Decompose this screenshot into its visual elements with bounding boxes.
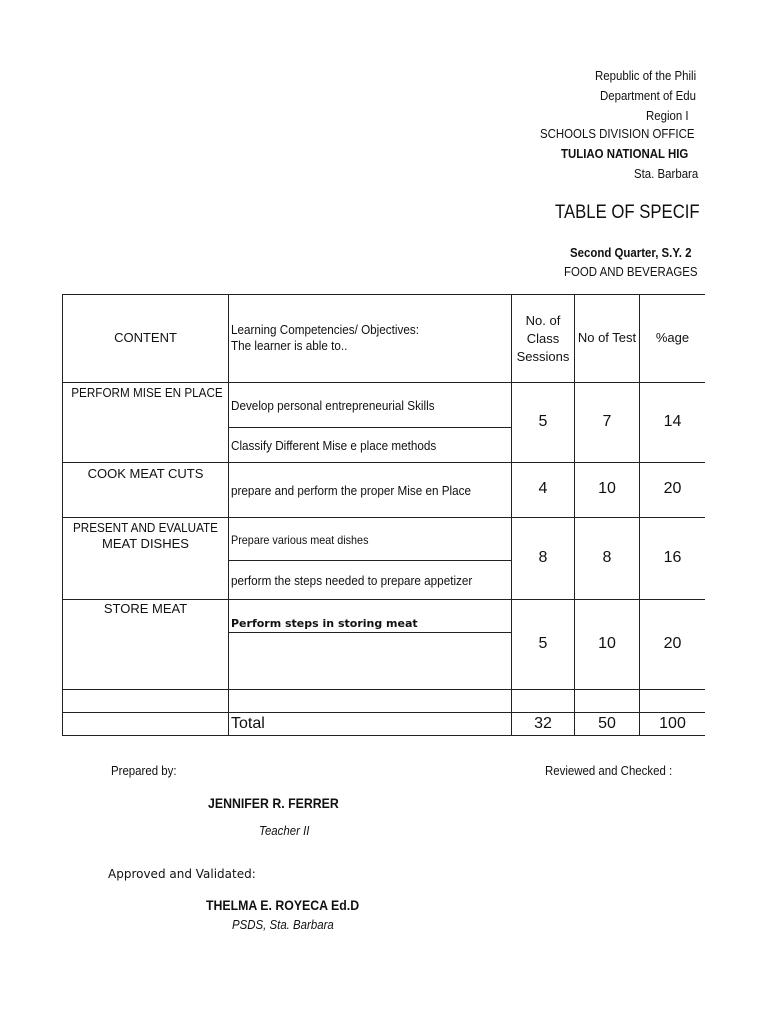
header-school-name: TULIAO NATIONAL HIG [561,146,689,161]
competency-cell: perform the steps needed to prepare appetizer [231,573,473,588]
header-location: Sta. Barbara [634,166,699,181]
sessions-cell: 5 [538,635,548,652]
col-header-no-of-test: No of Test [577,330,637,345]
table-row: STORE MEAT [103,601,188,616]
approver-name: THELMA E. ROYECA Ed.D [206,897,360,913]
prepared-by-label: Prepared by: [111,763,177,778]
tests-cell: 10 [598,480,616,497]
reviewed-checked-label: Reviewed and Checked : [545,763,673,778]
header-division-office: SCHOOLS DIVISION OFFICE [540,126,695,141]
approved-validated-label: Approved and Validated: [108,867,256,881]
percent-cell: 14 [663,413,682,430]
tests-cell: 8 [602,549,612,566]
percent-cell: 16 [663,549,682,566]
header-republic: Republic of the Phili [595,68,697,83]
approver-title: PSDS, Sta. Barbara [232,917,334,932]
quarter-label: Second Quarter, S.Y. 2 [570,245,692,260]
col-header-percentage: %age [655,330,690,345]
page-title: TABLE OF SPECIF [555,202,700,223]
tests-cell: 10 [598,635,616,652]
competency-cell: prepare and perform the proper Mise en Place [231,483,471,498]
total-label: Total [231,715,265,732]
table-row: PRESENT AND EVALUATE MEAT DISHES [72,520,218,551]
competency-cell: Classify Different Mise e place methods [231,438,437,453]
total-sessions: 32 [534,715,552,732]
subject-label: FOOD AND BEVERAGES [564,264,698,279]
competency-cell: Develop personal entrepreneurial Skills [231,398,435,413]
table-row: PERFORM MISE EN PLACE [71,385,223,400]
preparer-title: Teacher II [259,823,310,838]
table-row: COOK MEAT CUTS [87,466,204,481]
header-region: Region I [646,108,689,123]
competency-cell: Perform steps in storing meat [231,617,418,630]
tests-cell: 7 [602,413,612,430]
percent-cell: 20 [663,635,682,652]
header-department: Department of Edu [600,88,697,103]
sessions-cell: 8 [538,549,548,566]
col-header-content: CONTENT [114,330,177,345]
total-percent: 100 [659,715,686,732]
percent-cell: 20 [663,480,682,497]
col-header-competencies: Learning Competencies/ Objectives: The learner is able to.. [231,322,419,353]
competency-cell: Prepare various meat dishes [231,533,369,547]
sessions-cell: 4 [538,480,548,497]
col-header-class-sessions: No. of Class Sessions [516,313,570,364]
total-tests: 50 [598,715,616,732]
sessions-cell: 5 [538,413,548,430]
preparer-name: JENNIFER R. FERRER [208,795,339,811]
